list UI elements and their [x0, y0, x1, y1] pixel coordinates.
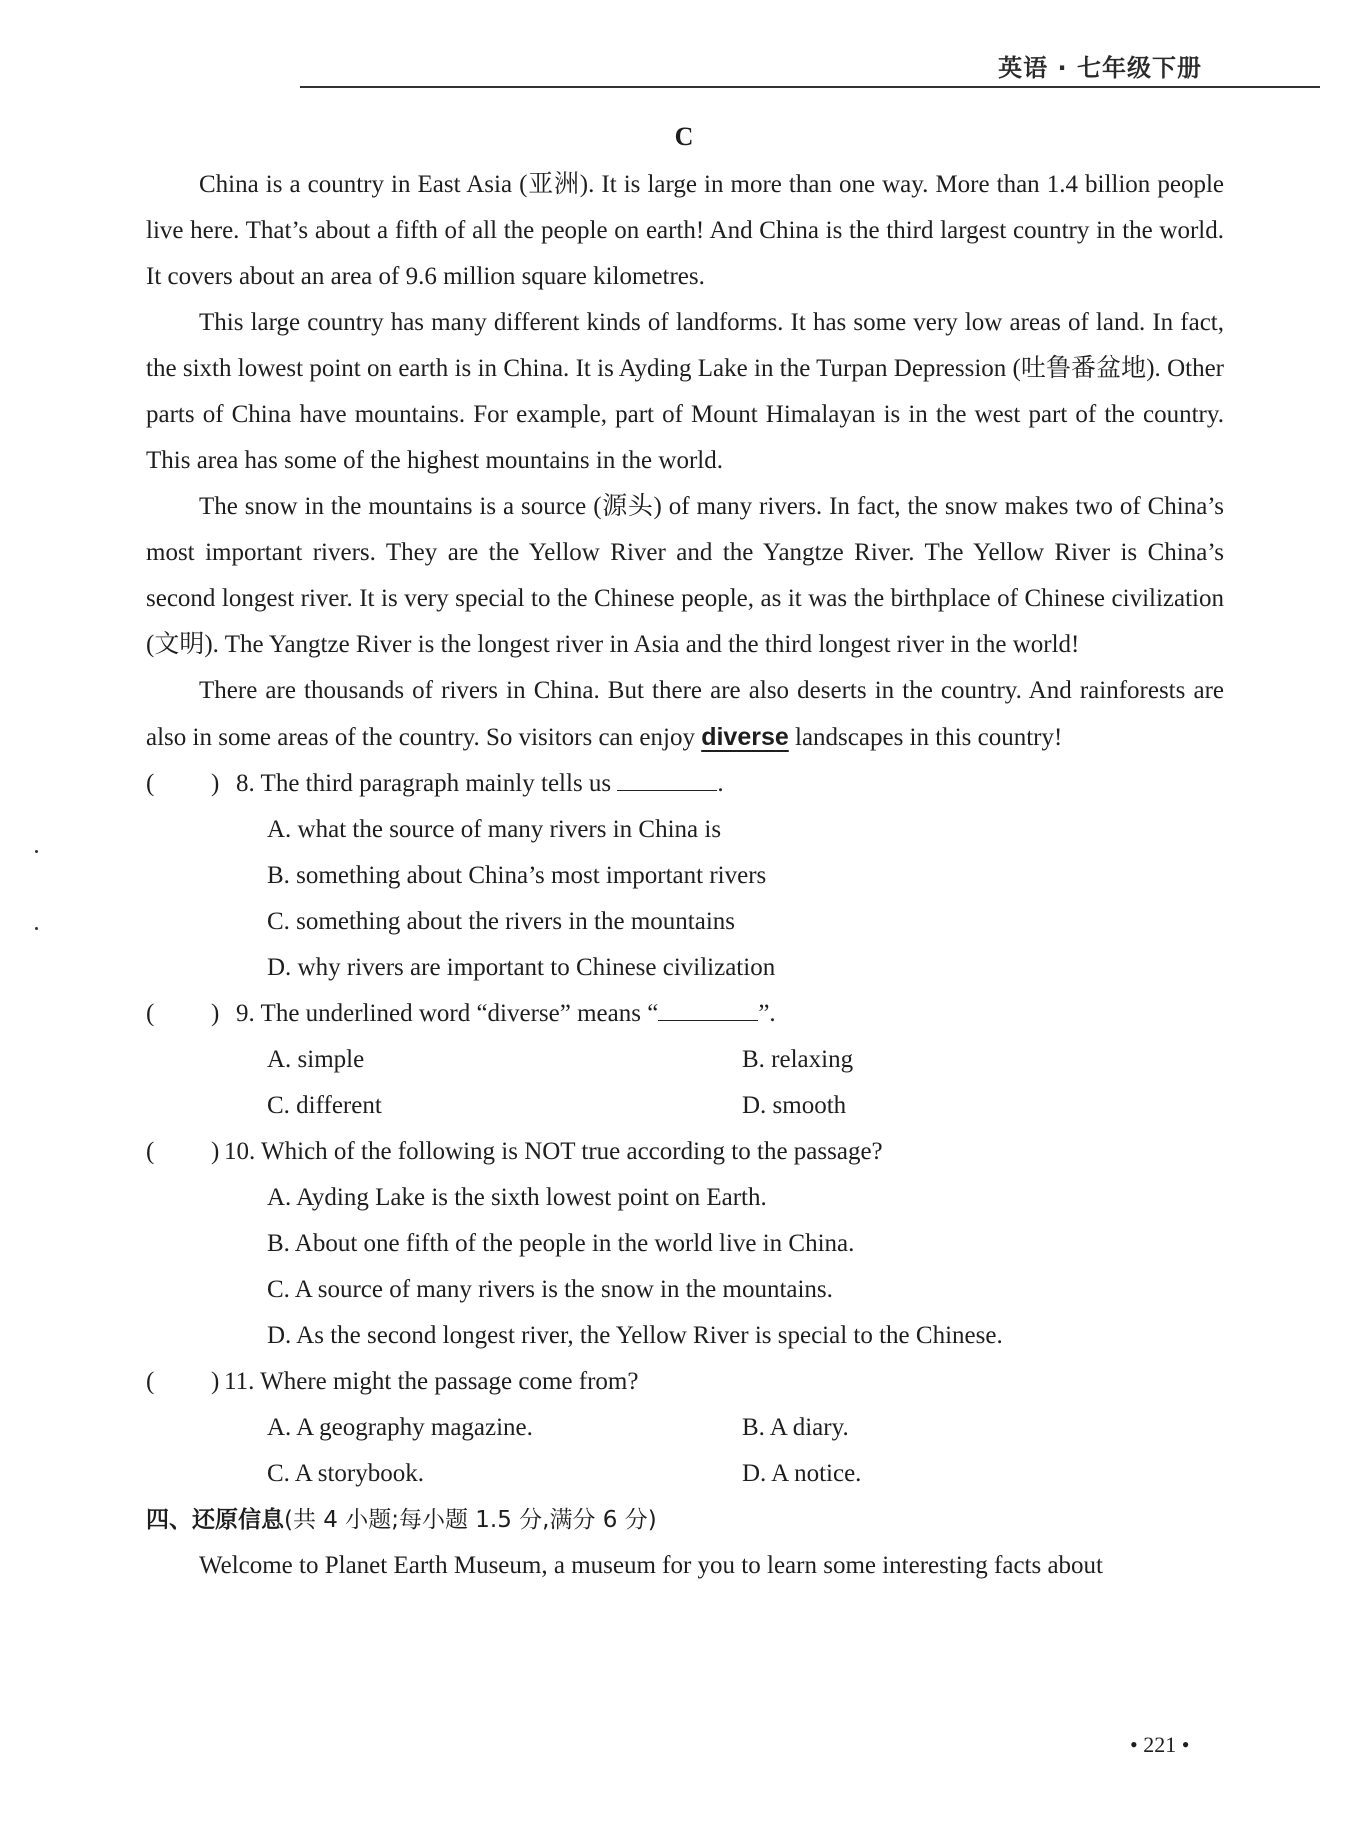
answer-bracket-open[interactable]: ( — [146, 1138, 155, 1165]
option-b: B. relaxing — [742, 1046, 854, 1073]
option-d: D. why rivers are important to Chinese civilization — [267, 954, 776, 981]
answer-blank — [617, 764, 717, 791]
page-number: • 221 • — [1130, 1732, 1190, 1757]
option-a: A. what the source of many rivers in China is — [267, 816, 722, 843]
question-stem: 8. The third paragraph mainly tells us . — [236, 761, 724, 807]
book-title: 英语 · 七年级下册 — [998, 54, 1202, 82]
answer-blank — [658, 994, 758, 1021]
option-c: C. different — [267, 1092, 382, 1119]
option-b: B. About one fifth of the people in the world live in China. — [267, 1230, 855, 1257]
answer-bracket-close: ) — [211, 770, 220, 797]
option-c: C. something about the rivers in the mountains — [267, 908, 735, 935]
question-stem: 11. Where might the passage come from? — [224, 1368, 639, 1395]
option-b: B. A diary. — [742, 1414, 849, 1441]
page-content — [146, 162, 1224, 1589]
underlined-word: diverse — [701, 723, 789, 751]
header-rule — [300, 86, 1320, 88]
margin-dot — [35, 927, 38, 930]
question-stem: 10. Which of the following is NOT true according to the passage? — [224, 1138, 883, 1165]
answer-bracket-open[interactable]: ( — [146, 1000, 155, 1027]
answer-bracket-close: ) — [211, 1368, 220, 1395]
option-d: D. A notice. — [742, 1460, 862, 1487]
question-10 — [146, 1129, 1224, 1175]
passage-paragraph: This large country has many different kinds of landforms. It has some very low areas of land. In fact, the sixth lowest point on earth is in China. It is Ayding Lake in the Turpan Depression (吐鲁番盆地). Other parts of China have mountains. For example, part of Mount Himalayan is in the west part of the country. This area has some of the highest mountains in the world. — [146, 309, 1224, 474]
question-11 — [146, 1359, 1224, 1405]
question-stem: 9. The underlined word “diverse” means “ ”. — [236, 991, 776, 1037]
section-intro: Welcome to Planet Earth Museum, a museum for you to learn some interesting facts about — [199, 1552, 1104, 1579]
answer-bracket-close: ) — [211, 1000, 220, 1027]
option-d: D. smooth — [742, 1092, 847, 1119]
margin-dot — [35, 850, 38, 853]
option-a: A. simple — [267, 1046, 365, 1073]
passage-paragraph: China is a country in East Asia (亚洲). It is large in more than one way. More than 1.4 billion people live here. That’s about a fifth of all the people on earth! And China is the third largest country in the world. It covers about an area of 9.6 million square kilometres. — [146, 171, 1224, 290]
option-d: D. As the second longest river, the Yellow River is special to the Chinese. — [267, 1322, 1003, 1349]
answer-bracket-open[interactable]: ( — [146, 1368, 155, 1395]
option-a: A. A geography magazine. — [267, 1414, 533, 1441]
option-b: B. something about China’s most important rivers — [267, 862, 767, 889]
passage-paragraph: The snow in the mountains is a source (源头) of many rivers. In fact, the snow makes two of China’s most important rivers. They are the Yellow River and the Yangtze River. The Yellow River is China’s second longest river. It is very special to the Chinese people, as it was the birthplace of Chinese civilization (文明). The Yangtze River is the longest river in Asia and the third longest river in the world! — [146, 493, 1224, 658]
section-heading: 四、还原信息(共 4 小题;每小题 1.5 分,满分 6 分) — [146, 1507, 657, 1533]
option-c: C. A storybook. — [267, 1460, 424, 1487]
answer-bracket-open[interactable]: ( — [146, 770, 155, 797]
question-9 — [146, 991, 1224, 1037]
passage-paragraph: There are thousands of rivers in China. But there are also deserts in the country. And rainforests are also in some areas of the country. So visitors can enjoy diverse landscapes in this country! — [146, 677, 1224, 751]
option-c: C. A source of many rivers is the snow in the mountains. — [267, 1276, 833, 1303]
page-header — [300, 40, 1320, 90]
section-letter: C — [674, 122, 694, 151]
option-a: A. Ayding Lake is the sixth lowest point on Earth. — [267, 1184, 767, 1211]
question-8 — [146, 761, 1224, 807]
answer-bracket-close: ) — [211, 1138, 220, 1165]
